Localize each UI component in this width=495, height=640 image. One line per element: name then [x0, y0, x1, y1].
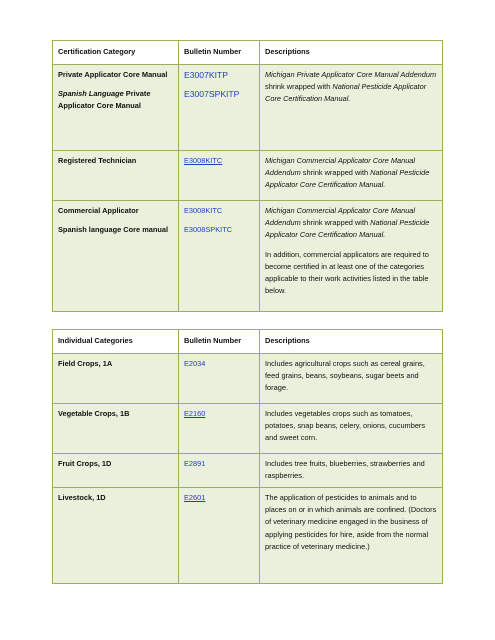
description-cell: [260, 201, 443, 312]
header-certification-category: Certification Category: [53, 41, 179, 65]
category-spanish-core-manual: Spanish language Core manual: [58, 225, 169, 235]
table-row-private-applicator: [53, 65, 443, 151]
table-row-livestock: [53, 488, 443, 584]
individual-categories-header: [53, 330, 443, 354]
category-commercial-applicator: Commercial Applicator: [58, 206, 139, 215]
bulletin-cell: [179, 354, 260, 404]
header-descriptions: Descriptions: [260, 330, 443, 354]
description-addendum: Michigan Commercial Applicator Core Manual Addendum: [265, 156, 416, 178]
table-row-vegetable-crops: [53, 404, 443, 454]
bulletin-link-e3008kitc-2[interactable]: E3008KITC: [184, 206, 223, 215]
description-cell: [260, 151, 443, 201]
bulletin-link-e3008kitc[interactable]: E3008KITC: [184, 156, 223, 165]
category-registered-technician: Registered Technician: [53, 151, 179, 201]
category-spanish-private-core: [58, 88, 174, 112]
bulletin-link-e2601[interactable]: E2601: [184, 493, 206, 502]
category-cell: [53, 201, 179, 312]
header-individual-categories: Individual Categories: [53, 330, 179, 354]
description-cell: [260, 65, 443, 151]
header-bulletin-number: Bulletin Number: [179, 330, 260, 354]
bulletin-link-e3007kitp[interactable]: E3007KITP: [184, 70, 228, 80]
table-row-commercial-applicator: [53, 201, 443, 312]
description-field-crops: Includes agricultural crops such as cereal grains, feed grains, beans, soybeans, sugar beets and forage.: [260, 354, 443, 404]
category-fruit-crops: Fruit Crops, 1D: [53, 454, 179, 488]
description-livestock: The application of pesticides to animals and to places on or in which animals are confined. (Doctors of veterinary medicine engaged in the business of applying pesticides for hire, aside from the normal practice of veterinary medicine.): [260, 488, 443, 584]
bulletin-link-e3007spkitp[interactable]: E3007SPKITP: [184, 89, 240, 100]
description-shrink: shrink wrapped with: [265, 82, 333, 92]
description-fruit-crops: Includes tree fruits, blueberries, strawberries and raspberries.: [260, 454, 443, 488]
bulletin-link-e3008spkitc[interactable]: E3008SPKITC: [184, 225, 233, 235]
category-livestock: Livestock, 1D: [53, 488, 179, 584]
description-additional-requirement: In addition, commercial applicators are required to become certified in at least one of the categories applicable to their work activities listed in the table below.: [265, 249, 429, 296]
certification-table: [52, 40, 443, 312]
description-addendum: Michigan Private Applicator Core Manual Addendum: [265, 70, 437, 79]
category-cell: [53, 65, 179, 151]
bulletin-cell: [179, 454, 260, 488]
category-private-core: Private Applicator Core Manual: [58, 70, 168, 79]
category-field-crops: Field Crops, 1A: [53, 354, 179, 404]
bulletin-cell: [179, 201, 260, 312]
description-national-manual: National Pesticide Applicator Core Certification Manual.: [265, 218, 430, 240]
header-bulletin-number: Bulletin Number: [179, 41, 260, 65]
category-spanish-rest: Private Applicator Core Manual: [58, 89, 151, 111]
category-spanish-language: Spanish Language: [58, 89, 124, 99]
description-shrink: shrink wrapped with: [300, 168, 371, 178]
table-row-field-crops: [53, 354, 443, 404]
description-addendum: Michigan Commercial Applicator Core Manual Addendum: [265, 206, 416, 228]
bulletin-link-e2891[interactable]: E2891: [184, 459, 206, 468]
table-row-fruit-crops: [53, 454, 443, 488]
bulletin-link-e2160[interactable]: E2160: [184, 409, 206, 418]
description-vegetable-crops: Includes vegetables crops such as tomatoes, potatoes, snap beans, celery, onions, cucumbers and sweet corn.: [260, 404, 443, 454]
description-national-manual: National Pesticide Applicator Core Certification Manual.: [265, 168, 430, 190]
bulletin-cell: [179, 404, 260, 454]
bulletin-cell: [179, 488, 260, 584]
description-shrink: shrink wrapped with: [300, 218, 371, 228]
description-national-manual: National Pesticide Applicator Core Certification Manual.: [265, 82, 427, 104]
individual-categories-table: [52, 329, 443, 584]
certification-table-header: [53, 41, 443, 65]
header-descriptions: Descriptions: [260, 41, 443, 65]
bulletin-cell: [179, 65, 260, 151]
bulletin-cell: [179, 151, 260, 201]
bulletin-link-e2034[interactable]: E2034: [184, 359, 206, 368]
table-row-registered-technician: [53, 151, 443, 201]
category-vegetable-crops: Vegetable Crops, 1B: [53, 404, 179, 454]
